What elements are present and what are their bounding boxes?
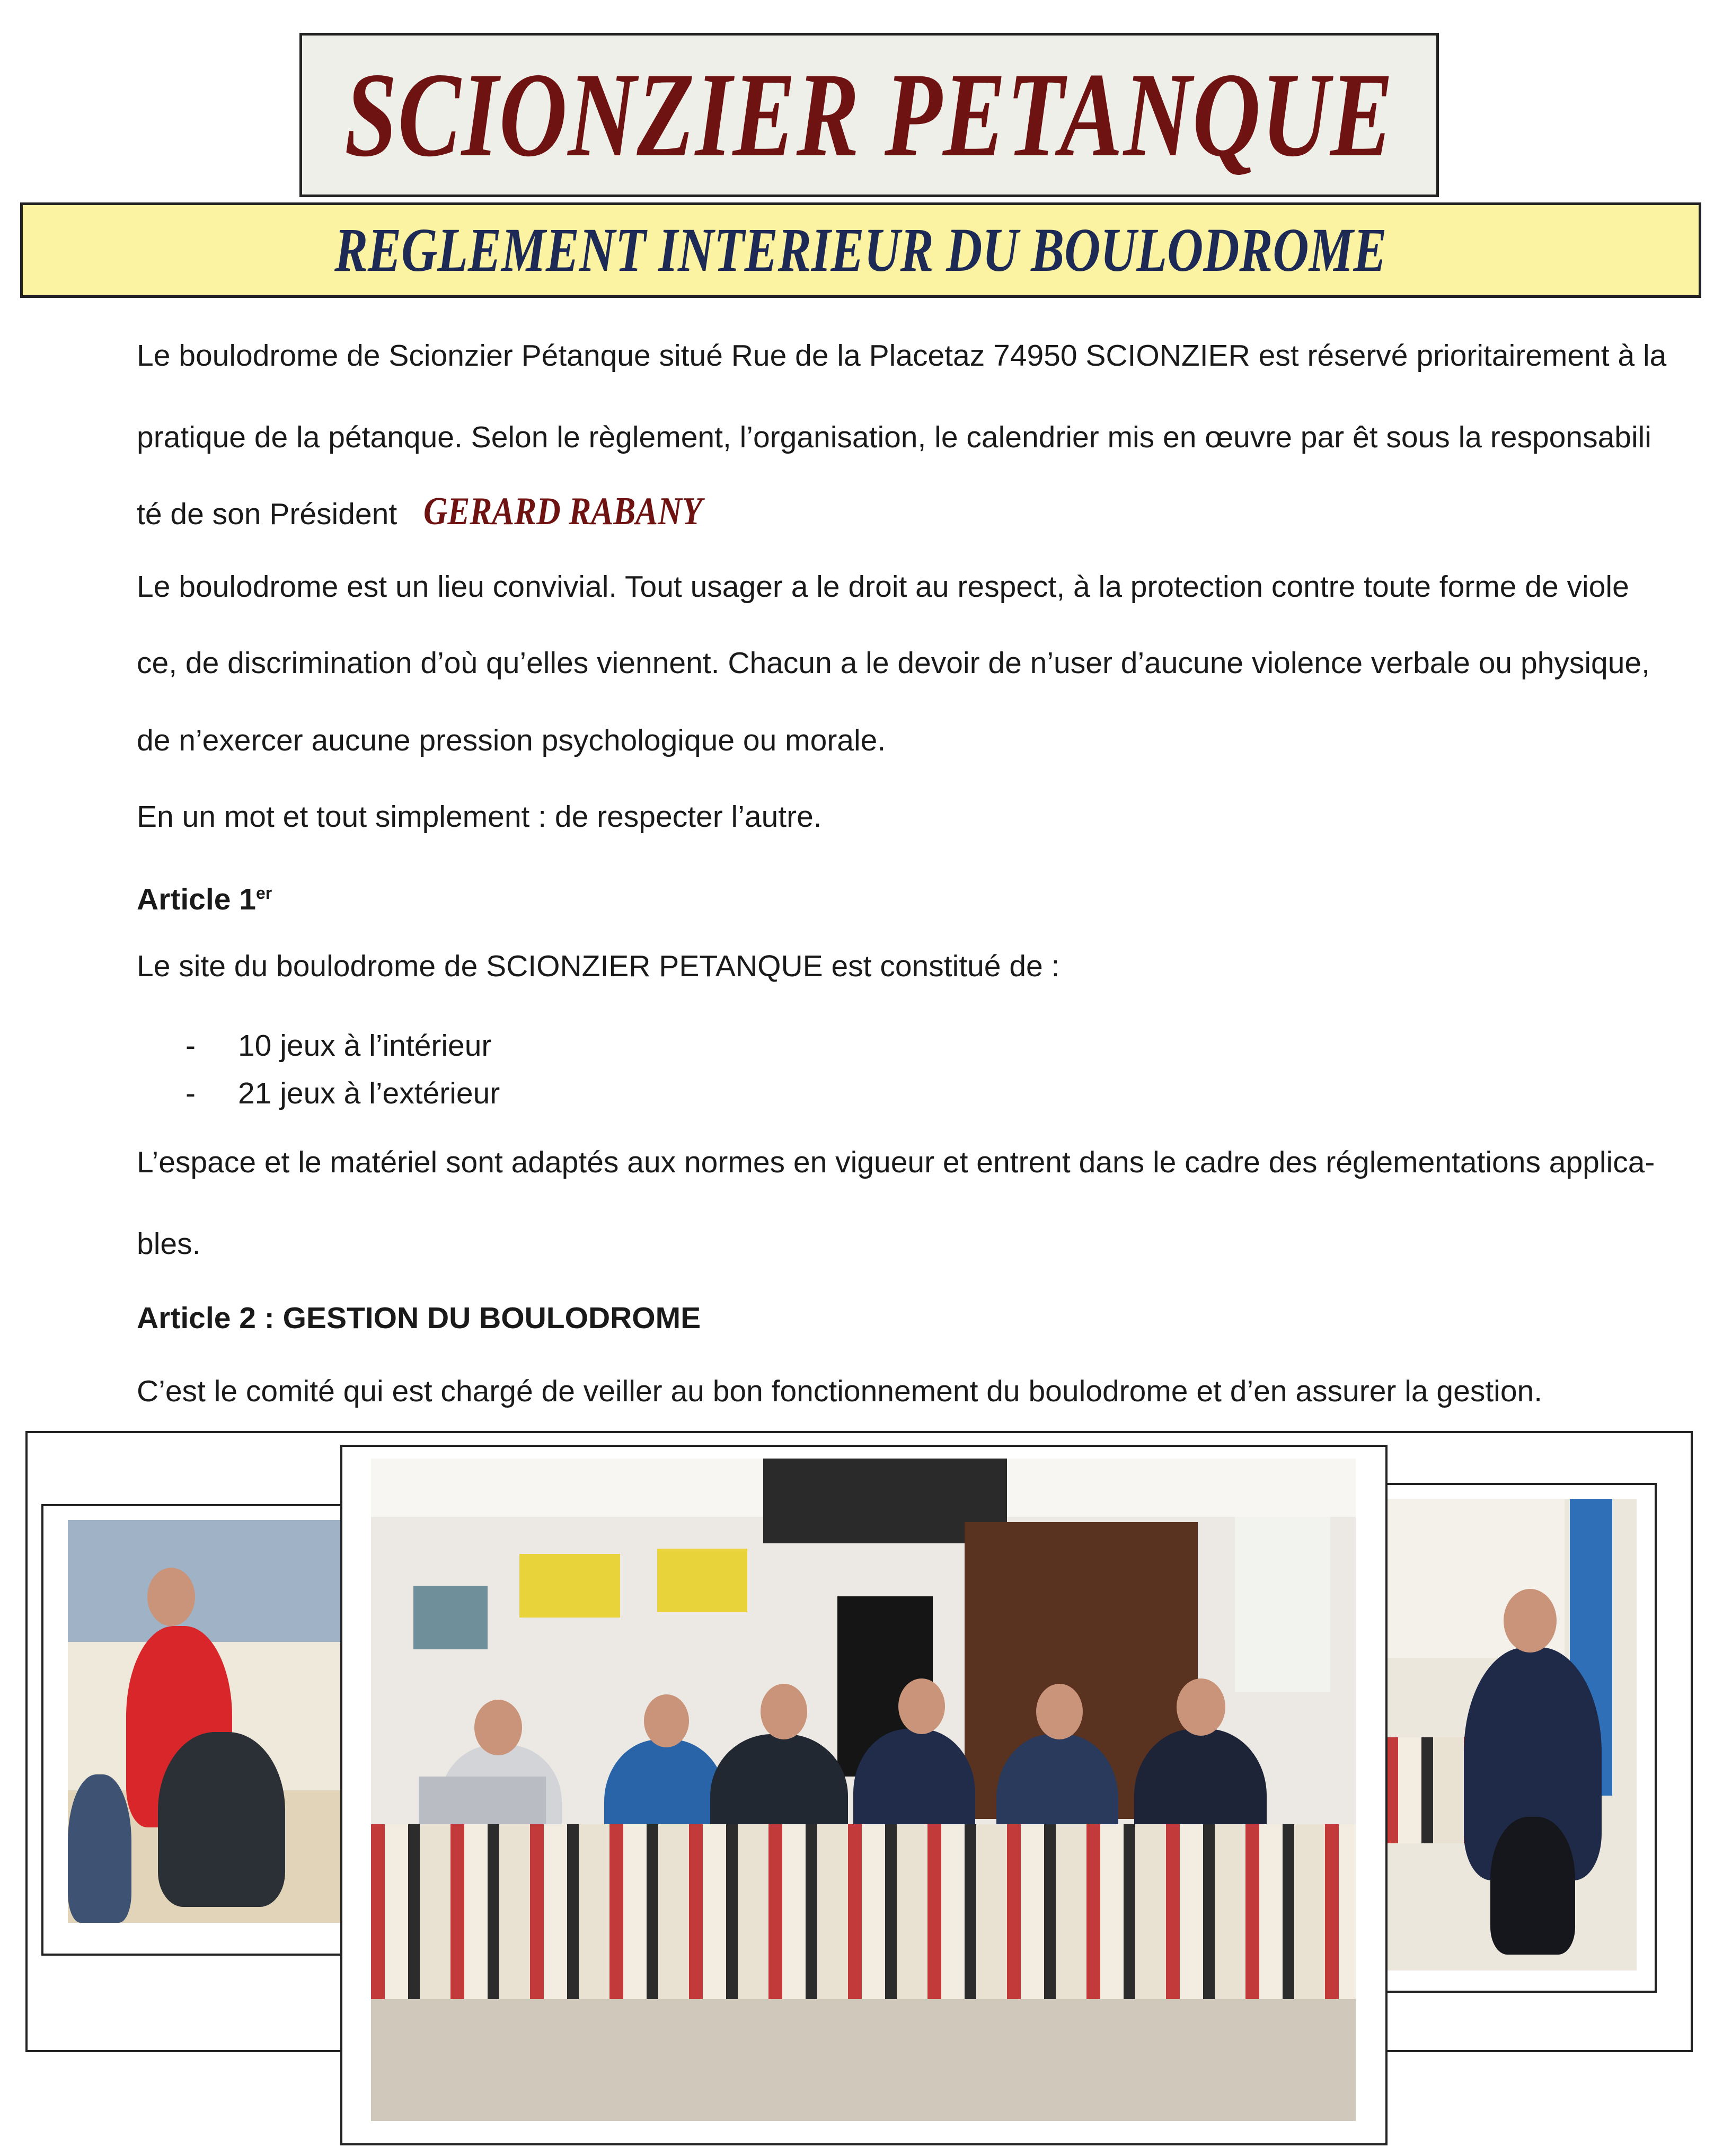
photo-left bbox=[68, 1520, 343, 1923]
paragraph-line: Le site du boulodrome de SCIONZIER PETANQUE est constitué de : bbox=[137, 949, 1060, 983]
paragraph-line: C’est le comité qui est chargé de veiller au bon fonctionnement du boulodrome et d’en assurer la gestion. bbox=[137, 1374, 1543, 1408]
photo-right bbox=[1384, 1499, 1637, 1971]
paragraph-line: pratique de la pétanque. Selon le règlement, l’organisation, le calendrier mis en œuvre par êt sous la responsabili bbox=[137, 420, 1651, 454]
page-title: SCIONZIER PETANQUE bbox=[344, 48, 1394, 182]
list-item bbox=[185, 1027, 491, 1064]
article-1-sup: er bbox=[255, 883, 272, 903]
list-item-text: 21 jeux à l’extérieur bbox=[237, 1076, 500, 1110]
article-1-heading bbox=[137, 874, 1684, 918]
page-subtitle: REGLEMENT INTERIEUR DU BOULODROME bbox=[334, 215, 1387, 285]
paragraph-line: ce, de discrimination d’où qu’elles viennent. Chacun a le devoir de n’user d’aucune violence verbale ou physique, bbox=[137, 646, 1650, 680]
article-2-heading: Article 2 : GESTION DU BOULODROME bbox=[137, 1301, 701, 1335]
subtitle-banner bbox=[20, 202, 1701, 298]
bullet-marker: - bbox=[185, 1029, 196, 1063]
president-label: té de son Président bbox=[137, 497, 397, 531]
title-banner bbox=[299, 33, 1439, 197]
paragraph-line: L’espace et le matériel sont adaptés aux normes en vigueur et entrent dans le cadre des réglementations applica- bbox=[137, 1145, 1655, 1179]
paragraph-line: Le boulodrome de Scionzier Pétanque situé Rue de la Placetaz 74950 SCIONZIER est réservé prioritairement à la bbox=[137, 339, 1667, 373]
paragraph-line: En un mot et tout simplement : de respecter l’autre. bbox=[137, 800, 822, 834]
paragraph-line bbox=[137, 493, 1684, 533]
paragraph-line: de n’exercer aucune pression psychologique ou morale. bbox=[137, 723, 886, 757]
bullet-marker: - bbox=[185, 1076, 196, 1110]
article-1-title: Article 1 bbox=[137, 882, 256, 916]
photo-center bbox=[371, 1459, 1356, 2121]
paragraph-line: Le boulodrome est un lieu convivial. Tout usager a le droit au respect, à la protection contre toute forme de viole bbox=[137, 570, 1629, 604]
paragraph-line: bles. bbox=[137, 1227, 201, 1261]
list-item bbox=[185, 1075, 500, 1112]
president-name: GERARD RABANY bbox=[423, 493, 703, 533]
list-item-text: 10 jeux à l’intérieur bbox=[237, 1029, 492, 1063]
